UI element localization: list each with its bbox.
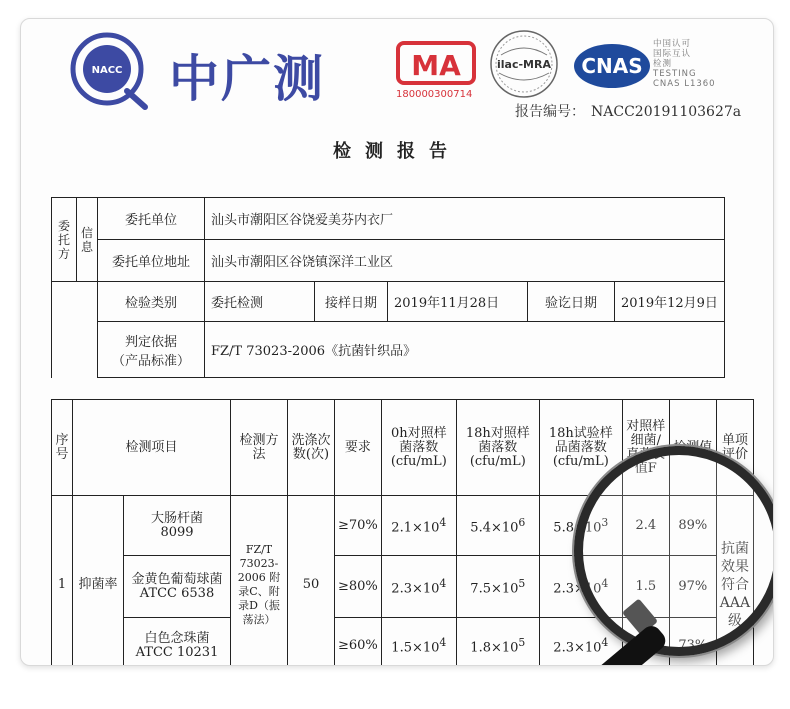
address-label: 委托单位地址 (98, 240, 205, 282)
cma-mark-text: MA (411, 49, 461, 82)
h0-cell (381, 496, 456, 556)
header-value: 检测值 (669, 400, 716, 496)
organism-cell (124, 496, 231, 556)
evaluation-cell: 抗菌效果符合AAA级 (716, 496, 753, 667)
h18c-exponent: 5 (518, 635, 526, 649)
header-0h-control: 0h对照样菌落数(cfu/mL) (381, 400, 456, 496)
cma-number: 180000300714 (396, 89, 473, 100)
sample-date-value: 2019年11月28日 (388, 282, 528, 322)
h18t-exponent: 4 (601, 635, 609, 649)
cnas-caption-line: 中国认可 (653, 39, 692, 49)
ratio-cell: 1.5 (622, 556, 669, 618)
header-no: 序号 (52, 400, 73, 496)
cnas-caption-line: CNAS L1360 (653, 79, 716, 89)
h18c-cell (456, 618, 539, 667)
h18c-exponent: 5 (518, 576, 526, 590)
h0-exponent: 4 (439, 515, 447, 529)
brand-name: 中广测 (169, 50, 325, 108)
h0-mantissa: 2.3×10 (391, 581, 440, 597)
h18t-exponent: 4 (601, 576, 609, 590)
unit-value: 汕头市潮阳区谷饶爱美芬内衣厂 (205, 198, 725, 240)
report-number (509, 101, 741, 121)
h18c-cell (456, 556, 539, 618)
cnas-caption-line: 国际互认 (653, 49, 692, 59)
h0-cell (381, 556, 456, 618)
client-info-label: 信息 (77, 198, 98, 282)
organism-name: 大肠杆菌 (150, 510, 203, 526)
header-washes: 洗涤次数(次) (288, 400, 335, 496)
h18c-mantissa: 5.4×10 (470, 520, 519, 536)
requirement-cell: ≥60% (335, 618, 382, 667)
header-18h-control: 18h对照样菌落数(cfu/mL) (456, 400, 539, 496)
client-group-label: 委托方 (52, 198, 77, 282)
category-cell: 抑菌率 (73, 496, 124, 667)
organism-cell (124, 556, 231, 618)
nacc-logo (69, 31, 151, 113)
h18c-mantissa: 7.5×10 (470, 581, 519, 597)
client-info-table (51, 197, 725, 378)
address-value: 汕头市潮阳区谷饶镇深洋工业区 (205, 240, 725, 282)
page-title: 检测报告 (333, 141, 461, 162)
cnas-caption (653, 39, 716, 89)
requirement-cell: ≥70% (335, 496, 382, 556)
basis-value: FZ/T 73023-2006《抗菌针织品》 (205, 322, 725, 378)
h18c-exponent: 6 (518, 515, 526, 529)
h0-exponent: 4 (439, 635, 447, 649)
washes-cell: 50 (288, 496, 335, 667)
ratio-cell: 2.4 (622, 496, 669, 556)
unit-label: 委托单位 (98, 198, 205, 240)
h0-exponent: 4 (439, 576, 447, 590)
method-cell: FZ/T 73023-2006 附录C、附录D（振荡法） (231, 496, 288, 667)
basis-label (98, 322, 205, 378)
sample-date-label: 接样日期 (315, 282, 388, 322)
cnas-caption-line: 检测 (653, 59, 673, 69)
row-number: 1 (52, 496, 73, 667)
organism-strain: ATCC 6538 (139, 585, 215, 601)
blank-cell (52, 282, 98, 378)
ilac-mark-text: ilac-MRA (497, 58, 551, 71)
test-type-label: 检验类别 (98, 282, 205, 322)
cnas-mark (572, 41, 652, 91)
organism-name: 金黄色葡萄球菌 (131, 571, 223, 587)
report-card (20, 18, 774, 666)
h18t-mantissa: 2.3×10 (553, 640, 602, 656)
organism-name: 白色念珠菌 (144, 630, 210, 646)
header-item: 检测项目 (73, 400, 231, 496)
h0-mantissa: 1.5×10 (391, 640, 440, 656)
ilac-mra-mark (487, 27, 562, 102)
finish-date-value: 2019年12月9日 (615, 282, 725, 322)
report-number-value: NACC20191103627a (591, 104, 742, 120)
report-number-label: 报告编号： (515, 104, 585, 120)
magnifier-lens (574, 446, 774, 656)
organism-cell (124, 618, 231, 667)
cnas-mark-text: CNAS (581, 54, 643, 78)
test-type-value: 委托检测 (205, 282, 315, 322)
header-method: 检测方法 (231, 400, 288, 496)
header-requirement: 要求 (335, 400, 382, 496)
header-ratio: 对照样细菌/真菌长值F (622, 400, 669, 496)
h0-cell (381, 618, 456, 667)
header-evaluation: 单项评价 (716, 400, 753, 496)
h18c-mantissa: 1.8×10 (470, 640, 519, 656)
finish-date-label: 验讫日期 (528, 282, 615, 322)
h18t-exponent: 3 (601, 515, 609, 529)
organism-strain: 8099 (160, 524, 194, 540)
h18t-mantissa: 2.3×10 (553, 581, 602, 597)
cnas-caption-line: TESTING (653, 69, 697, 79)
h18t-mantissa: 5.8×10 (553, 520, 602, 536)
header-18h-test: 18h试验样品菌落数(cfu/mL) (539, 400, 622, 496)
requirement-cell: ≥80% (335, 556, 382, 618)
organism-strain: ATCC 10231 (135, 644, 219, 660)
value-cell: 73% (669, 618, 716, 667)
basis-label-line2: （产品标准） (111, 353, 190, 369)
nacc-logo-text: NACC (91, 65, 123, 76)
h18c-cell (456, 496, 539, 556)
h0-mantissa: 2.1×10 (391, 520, 440, 536)
value-cell: 89% (669, 496, 716, 556)
value-cell: 97% (669, 556, 716, 618)
basis-label-line1: 判定依据 (124, 334, 177, 350)
